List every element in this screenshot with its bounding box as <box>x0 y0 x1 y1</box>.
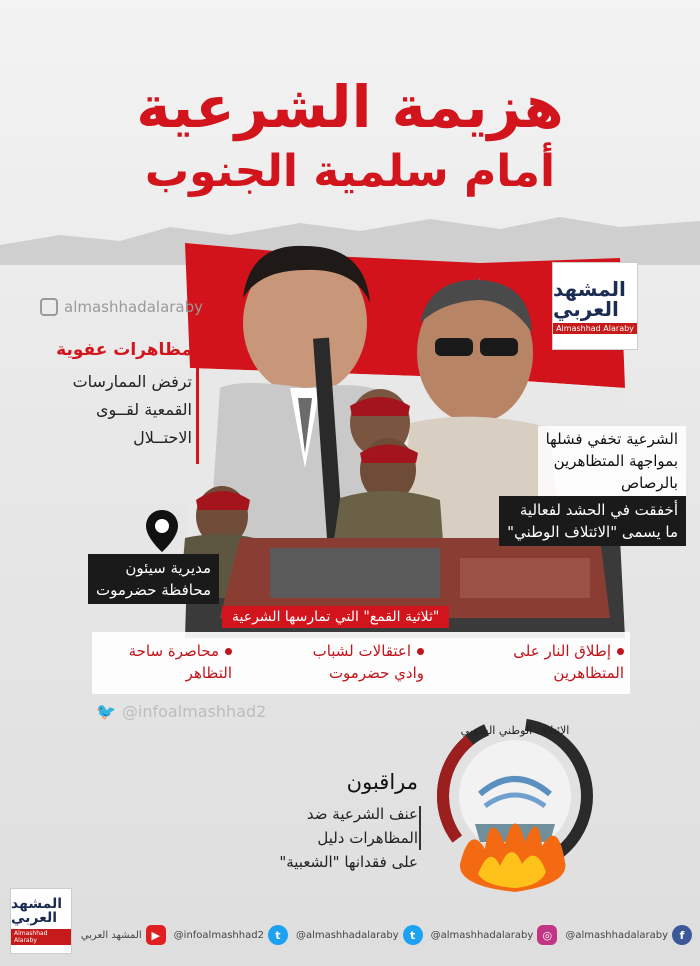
footer-instagram[interactable] <box>431 925 558 945</box>
bullet-dot-icon <box>617 648 624 655</box>
facebook-icon: f <box>672 925 692 945</box>
location-line: محافظة حضرموت <box>96 581 212 599</box>
left-block-line: ترفض الممارسات <box>72 372 192 391</box>
watermark-twitter <box>96 702 266 721</box>
location-line: مديرية سيئون <box>125 559 212 577</box>
location-label <box>88 554 219 604</box>
instagram-icon: ◎ <box>537 925 557 945</box>
bullet-text: إطلاق النار على <box>513 642 611 660</box>
footer-twitter-1[interactable] <box>296 925 423 945</box>
footer-twitter-2-text: @infoalmashhad2 <box>173 929 264 941</box>
monitors-line: عنف الشرعية ضد المظاهرات دليل <box>306 805 418 847</box>
caption-alliance-line: أخفقت في الحشد لفعالية <box>519 501 678 519</box>
twitter-bird-icon: 🐦 <box>96 702 116 721</box>
left-block-rule <box>196 338 199 464</box>
footer-twitter-1-text: @almashhadalaraby <box>295 929 399 941</box>
watermark-instagram-handle: almashhadalaraby <box>64 298 204 316</box>
footer-logo-arabic: المشهد العربي <box>11 896 63 926</box>
caption-failure-line: الشرعية تخفي فشلها <box>545 430 678 448</box>
brand-logo-english: Almashhad Alaraby <box>553 323 637 334</box>
footer-facebook-text: @almashhadalaraby <box>565 929 668 941</box>
footer-logo-english: Almashhad Alaraby <box>11 929 71 945</box>
twitter-icon: t <box>268 925 288 945</box>
monitors-heading: مراقبون <box>346 770 418 794</box>
bullet-text: وادي حضرموت <box>328 664 424 682</box>
left-block-heading: مظاهرات عفوية <box>56 340 192 360</box>
page-subtitle: أمام سلمية الجنوب <box>144 146 556 197</box>
page-title: هزيمة الشرعية <box>136 73 564 141</box>
repression-bar: "ثلاثية القمع" التي تمارسها الشرعية <box>222 606 449 628</box>
caption-failure-line: بالرصاص <box>620 474 678 492</box>
footer-youtube-text: المشهد العربي <box>80 929 142 941</box>
twitter-icon: t <box>403 925 423 945</box>
footer-logo <box>10 888 72 954</box>
bullet-text: المتظاهرين <box>553 664 624 682</box>
bullet-text: اعتقالات لشباب <box>312 642 411 660</box>
monitors-rule <box>419 806 421 850</box>
left-block <box>24 340 192 452</box>
bullet-text: التظاهر <box>185 664 232 682</box>
bullet-text: محاصرة ساحة <box>128 642 219 660</box>
footer-facebook[interactable] <box>565 925 692 945</box>
monitors-block <box>240 770 418 874</box>
brand-logo-arabic: المشهد العربي <box>553 276 626 321</box>
footer-social-bar <box>80 918 692 952</box>
alliance-emblem-burning <box>430 714 600 904</box>
bullet-item <box>513 640 624 684</box>
bullet-dot-icon <box>417 648 424 655</box>
watermark-instagram <box>40 298 203 316</box>
emblem-text: الائتلاف الوطني الجنوبي <box>460 724 570 737</box>
monitors-line: على فقدانها "الشعبية" <box>279 853 418 871</box>
left-block-line: الاحتــلال <box>133 428 192 447</box>
caption-alliance-line: ما يسمى "الائتلاف الوطني" <box>507 523 678 541</box>
left-block-line: القمعية لقــوى <box>95 400 192 419</box>
watermark-twitter-handle: @infoalmashhad2 <box>121 702 267 721</box>
instagram-icon <box>40 298 58 316</box>
brand-logo <box>552 262 638 350</box>
bullet-item <box>313 640 424 684</box>
caption-failure <box>538 426 686 496</box>
caption-alliance <box>499 496 686 546</box>
bullet-item <box>129 640 232 684</box>
footer-instagram-text: @almashhadalaraby <box>430 929 534 941</box>
footer-twitter-2[interactable] <box>174 925 288 945</box>
caption-failure-line: بمواجهة المتظاهرين <box>553 452 678 470</box>
footer-youtube[interactable] <box>81 925 166 945</box>
youtube-icon: ▶ <box>146 925 166 945</box>
location-pin-icon <box>144 508 180 554</box>
bullet-dot-icon <box>225 648 232 655</box>
